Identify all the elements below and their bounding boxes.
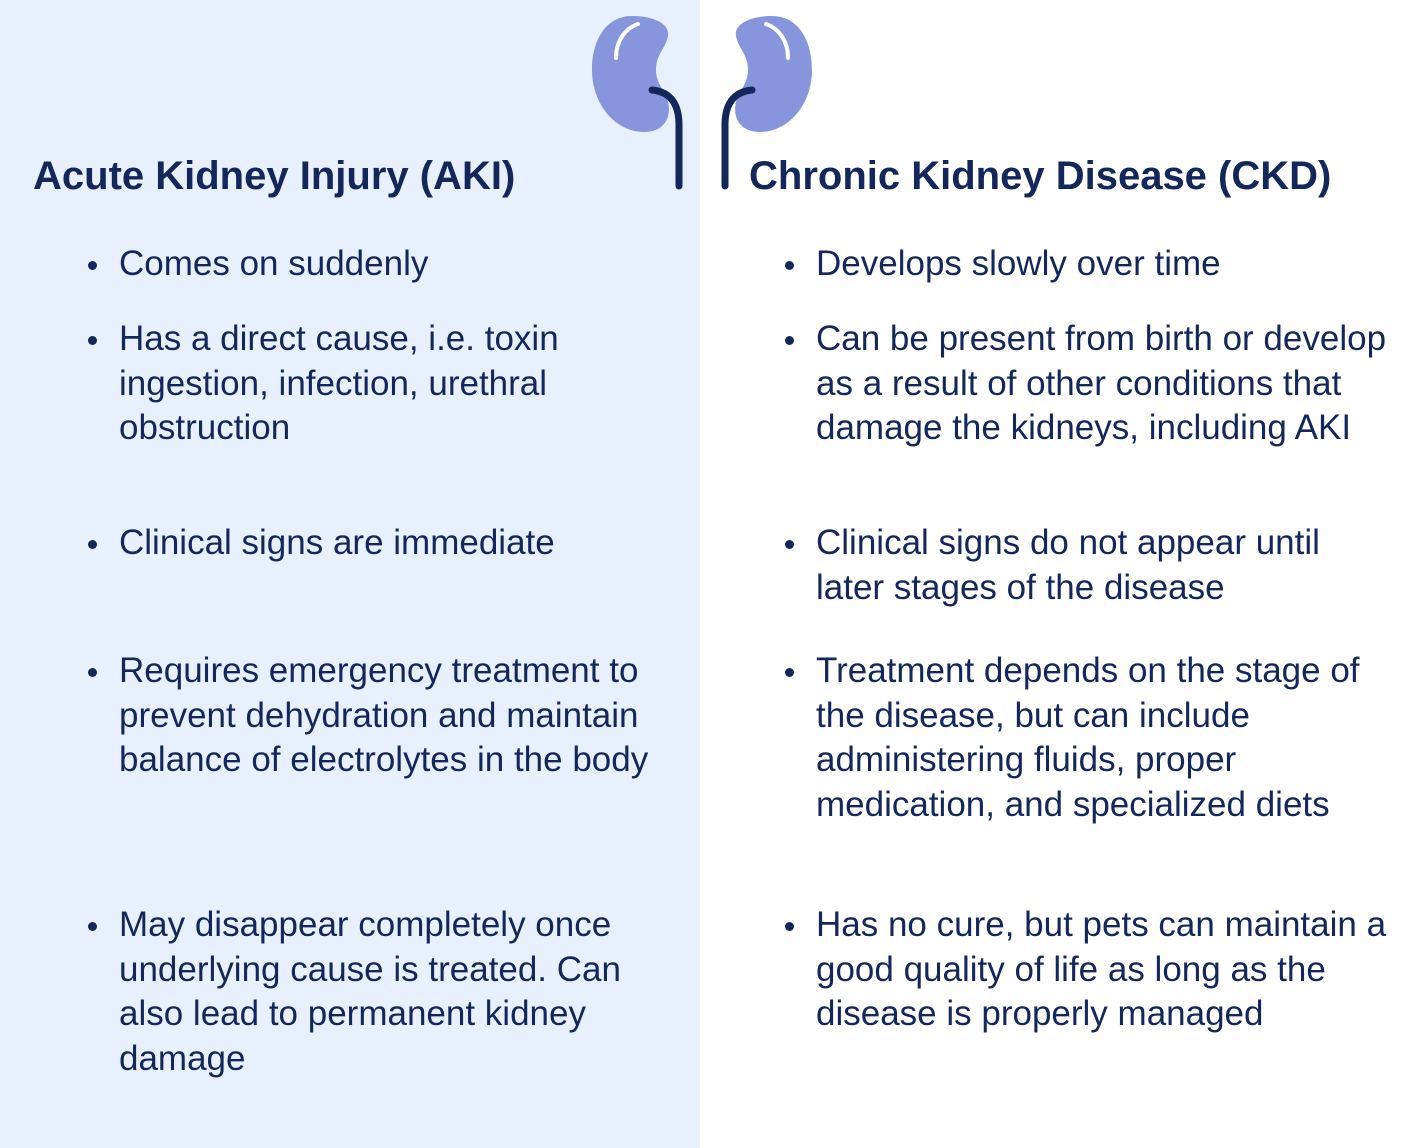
ckd-item-text: Can be present from birth or develop as a result of other conditions that damage the kidneys, including AKI — [816, 319, 1387, 447]
aki-item-text: Requires emergency treatment to prevent dehydration and maintain balance of electrolytes in the body — [119, 651, 649, 779]
bullet-icon — [88, 922, 97, 931]
list-item — [777, 649, 1397, 827]
bullet-icon — [785, 540, 794, 549]
bullet-icon — [785, 922, 794, 931]
aki-heading: Acute Kidney Injury (AKI) — [33, 154, 516, 198]
list-item — [80, 903, 690, 1081]
list-item — [80, 317, 690, 451]
list-item — [777, 242, 1397, 287]
ckd-item-text: Has no cure, but pets can maintain a good quality of life as long as the disease is properly managed — [816, 905, 1387, 1033]
aki-item-text: May disappear completely once underlying cause is treated. Can also lead to permanent kidney damage — [119, 905, 621, 1078]
bullet-icon — [88, 261, 97, 270]
aki-item-text: Has a direct cause, i.e. toxin ingestion, infection, urethral obstruction — [119, 319, 559, 447]
list-item — [777, 521, 1397, 610]
bullet-icon — [88, 336, 97, 345]
bullet-icon — [785, 668, 794, 677]
bullet-icon — [88, 540, 97, 549]
list-item — [777, 317, 1397, 451]
aki-item-text: Clinical signs are immediate — [119, 523, 555, 562]
aki-item-text: Comes on suddenly — [119, 244, 429, 283]
list-item — [80, 521, 690, 566]
list-item — [80, 649, 690, 783]
bullet-icon — [785, 336, 794, 345]
left-kidney-icon — [592, 16, 679, 186]
ckd-item-text: Develops slowly over time — [816, 244, 1221, 283]
bullet-icon — [785, 261, 794, 270]
ckd-item-text: Treatment depends on the stage of the disease, but can include administering fluids, proper medication, and specialized diets — [816, 651, 1360, 824]
ckd-item-text: Clinical signs do not appear until later stages of the disease — [816, 523, 1320, 607]
list-item — [777, 903, 1397, 1037]
ckd-heading: Chronic Kidney Disease (CKD) — [749, 154, 1332, 198]
list-item — [80, 242, 690, 287]
bullet-icon — [88, 668, 97, 677]
